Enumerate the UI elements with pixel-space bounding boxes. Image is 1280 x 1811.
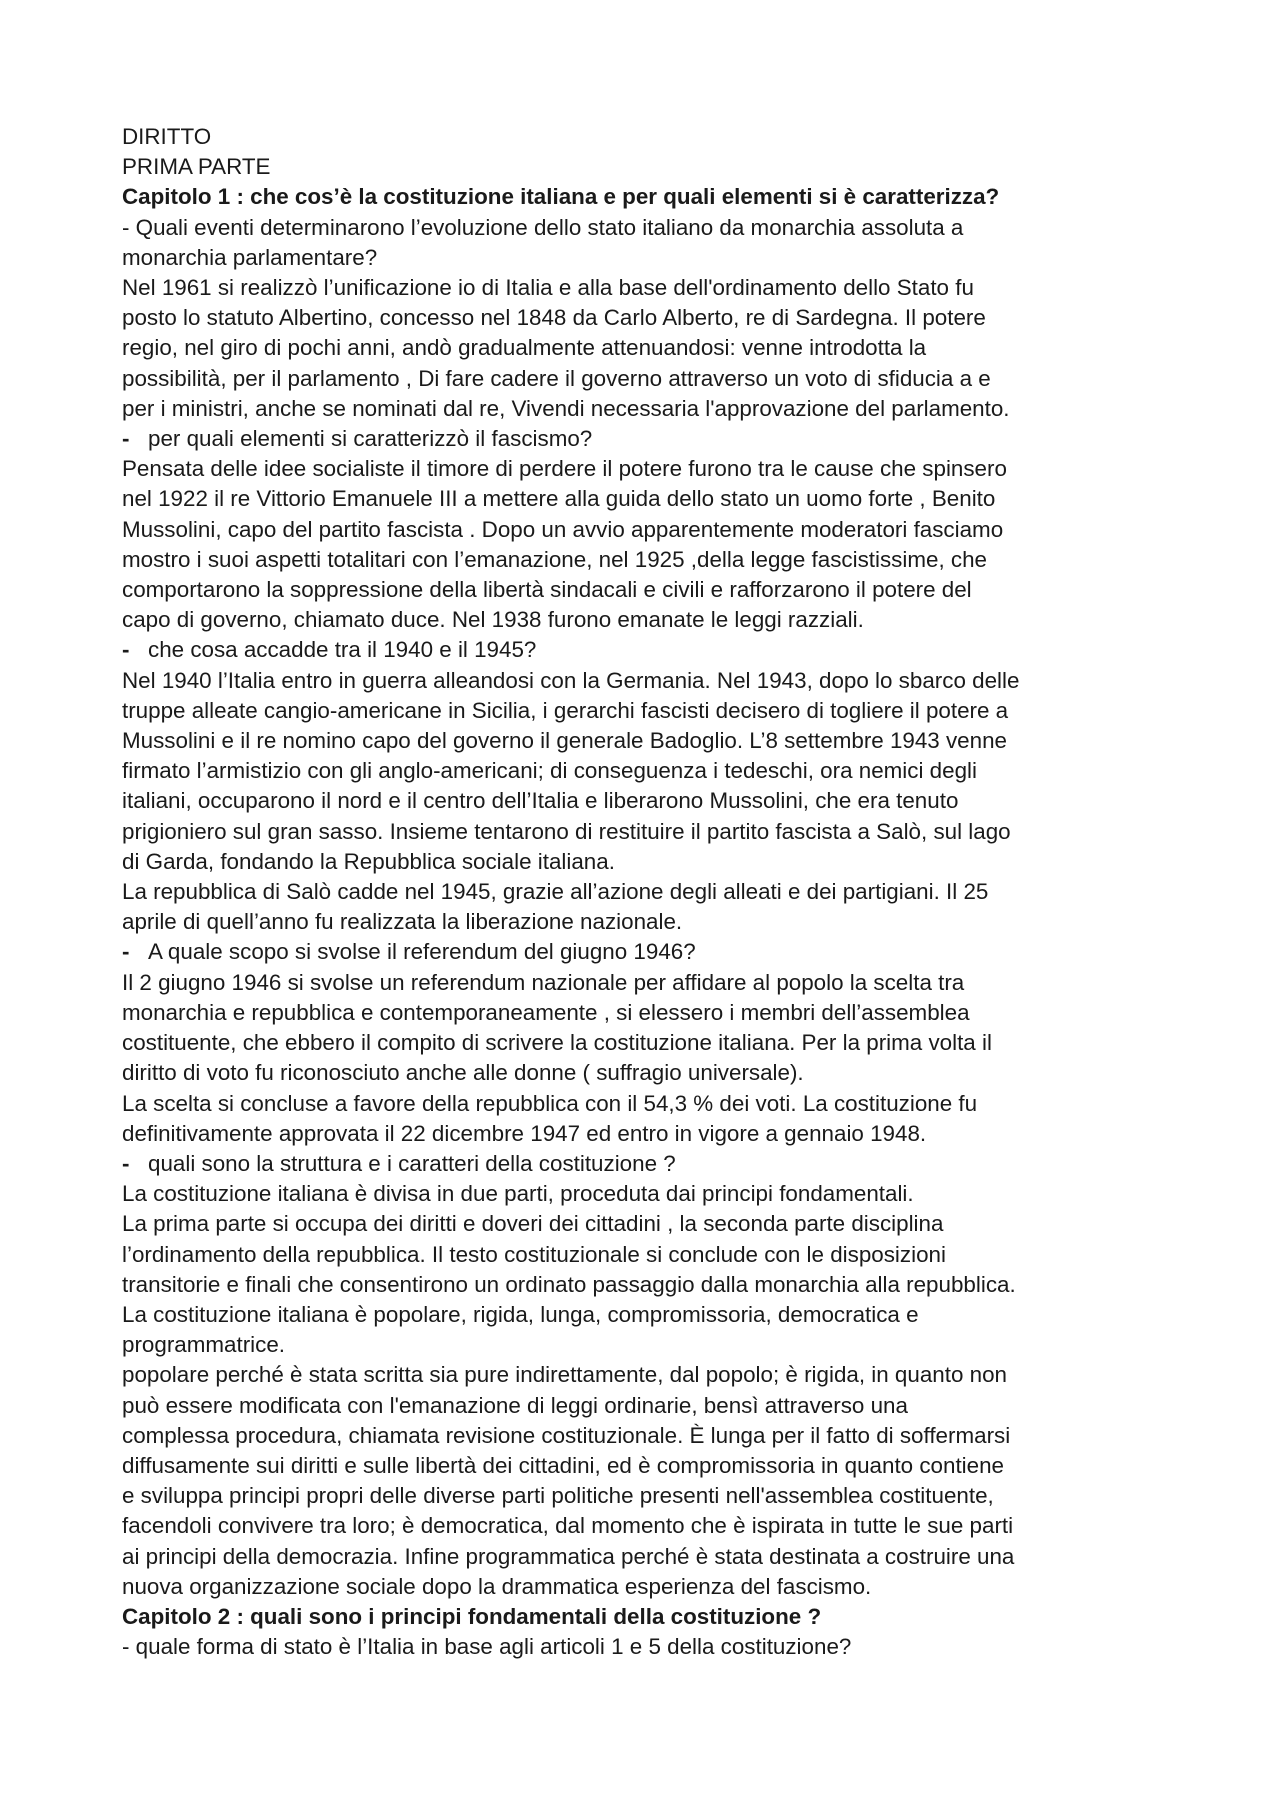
paragraph-line: La costituzione italiana è popolare, rigida, lunga, compromissoria, democratica e <box>122 1301 919 1327</box>
bullet-dash: - <box>122 1150 130 1176</box>
paragraph-line: posto lo statuto Albertino, concesso nel 1848 da Carlo Alberto, re di Sardegna. Il potere <box>122 305 986 331</box>
bullet-dash: - <box>122 426 130 452</box>
paragraph-line: La scelta si concluse a favore della repubblica con il 54,3 % dei voti. La costituzione fu <box>122 1090 978 1116</box>
paragraph-line: diritto di voto fu riconosciuto anche alle donne ( suffragio universale). <box>122 1060 804 1086</box>
paragraph-line: ai principi della democrazia. Infine programmatica perché è stata destinata a costruire una <box>122 1543 1015 1569</box>
paragraph-line: aprile di quell’anno fu realizzata la liberazione nazionale. <box>122 909 683 935</box>
chapter-1-question-5 <box>122 1149 1162 1179</box>
paragraph-line: Mussolini e il re nomino capo del governo il generale Badoglio. L’8 settembre 1943 venne <box>122 728 1007 754</box>
paragraph-line: popolare perché è stata scritta sia pure indirettamente, dal popolo; è rigida, in quanto non <box>122 1362 1007 1388</box>
paragraph-line: e sviluppa principi propri delle diverse parti politiche presenti nell'assemblea costituente, <box>122 1483 994 1509</box>
paragraph-line: firmato l’armistizio con gli anglo-americani; di conseguenza i tedeschi, ora nemici degli <box>122 758 977 784</box>
paragraph-line: nuova organizzazione sociale dopo la drammatica esperienza del fascismo. <box>122 1573 872 1599</box>
chapter-1-question-1-line: - Quali eventi determinarono l’evoluzione dello stato italiano da monarchia assoluta a <box>122 214 964 240</box>
paragraph-line: truppe alleate cangio-americane in Sicilia, i gerarchi fascisti decisero di togliere il potere a <box>122 697 1009 723</box>
paragraph-line: facendoli convivere tra loro; è democratica, dal momento che è ispirata in tutte le sue parti <box>122 1513 1014 1539</box>
paragraph-line: capo di governo, chiamato duce. Nel 1938 furono emanate le leggi razziali. <box>122 607 864 633</box>
paragraph-line: diffusamente sui diritti e sulle libertà dei cittadini, ed è compromissoria in quanto contiene <box>122 1452 1005 1478</box>
paragraph-line: Mussolini, capo del partito fascista . Dopo un avvio apparentemente moderatori fasciamo <box>122 516 1004 542</box>
paragraph-line: l’ordinamento della repubblica. Il testo costituzionale si conclude con le disposizioni <box>122 1241 946 1267</box>
question-text: quali sono la struttura e i caratteri della costituzione ? <box>148 1150 676 1176</box>
document-subject: DIRITTO <box>122 124 212 149</box>
paragraph-line: costituente, che ebbero il compito di scrivere la costituzione italiana. Per la prima volta il <box>122 1030 992 1056</box>
bullet-dash: - <box>122 637 130 663</box>
chapter-1-question-1-line: monarchia parlamentare? <box>122 244 378 270</box>
paragraph-line: La repubblica di Salò cadde nel 1945, grazie all’azione degli alleati e dei partigiani. Il 25 <box>122 879 989 905</box>
paragraph-line: regio, nel giro di pochi anni, andò gradualmente attenuandosi: venne introdotta la <box>122 335 927 361</box>
bullet-dash: - <box>122 939 130 965</box>
question-text: che cosa accadde tra il 1940 e il 1945? <box>148 637 537 663</box>
chapter-2-question-1: - quale forma di stato è l’Italia in base agli articoli 1 e 5 della costituzione? <box>122 1634 852 1660</box>
document-page <box>122 122 1162 1662</box>
paragraph-line: complessa procedura, chiamata revisione costituzionale. È lunga per il fatto di soffermarsi <box>122 1422 1011 1448</box>
question-text: A quale scopo si svolse il referendum del giugno 1946? <box>148 939 696 965</box>
paragraph-line: comportarono la soppressione della libertà sindacali e civili e rafforzarono il potere del <box>122 577 972 603</box>
paragraph-line: Pensata delle idee socialiste il timore di perdere il potere furono tra le cause che spinsero <box>122 456 1007 482</box>
paragraph-line: definitivamente approvata il 22 dicembre 1947 ed entro in vigore a gennaio 1948. <box>122 1120 927 1146</box>
document-part: PRIMA PARTE <box>122 154 271 180</box>
paragraph-line: monarchia e repubblica e contemporaneamente , si elessero i membri dell’assemblea <box>122 999 970 1025</box>
paragraph-line: mostro i suoi aspetti totalitari con l’emanazione, nel 1925 ,della legge fascistissime, che <box>122 546 987 572</box>
chapter-2-title: Capitolo 2 : quali sono i principi fondamentali della costituzione ? <box>122 1603 822 1629</box>
paragraph-line: La costituzione italiana è divisa in due parti, proceduta dai principi fondamentali. <box>122 1181 914 1207</box>
paragraph-line: possibilità, per il parlamento , Di fare cadere il governo attraverso un voto di sfiducia a e <box>122 365 991 391</box>
chapter-1-title: Capitolo 1 : che cos’è la costituzione italiana e per quali elementi si è caratterizza? <box>122 184 1000 210</box>
paragraph-line: per i ministri, anche se nominati dal re, Vivendi necessaria l'approvazione del parlamento. <box>122 395 1010 421</box>
paragraph-line: nel 1922 il re Vittorio Emanuele III a mettere alla guida dello stato un uomo forte , Benito <box>122 486 996 512</box>
paragraph-line: transitorie e finali che consentirono un ordinato passaggio dalla monarchia alla repubblica. <box>122 1271 1016 1297</box>
paragraph-line: può essere modificata con l'emanazione di leggi ordinarie, bensì attraverso una <box>122 1392 908 1418</box>
paragraph-line: italiani, occuparono il nord e il centro dell’Italia e liberarono Mussolini, che era tenuto <box>122 788 959 814</box>
chapter-1-question-2 <box>122 424 1162 454</box>
chapter-1-question-3 <box>122 635 1162 665</box>
paragraph-line: La prima parte si occupa dei diritti e doveri dei cittadini , la seconda parte disciplina <box>122 1211 944 1237</box>
paragraph-line: di Garda, fondando la Repubblica sociale italiana. <box>122 848 615 874</box>
paragraph-line: Il 2 giugno 1946 si svolse un referendum nazionale per affidare al popolo la scelta tra <box>122 969 965 995</box>
paragraph-line: Nel 1961 si realizzò l’unificazione io di Italia e alla base dell'ordinamento dello Stato fu <box>122 275 974 301</box>
paragraph-line: prigioniero sul gran sasso. Insieme tentarono di restituire il partito fascista a Salò, sul lago <box>122 818 1011 844</box>
paragraph-line: programmatrice. <box>122 1332 285 1358</box>
paragraph-line: Nel 1940 l’Italia entro in guerra alleandosi con la Germania. Nel 1943, dopo lo sbarco delle <box>122 667 1020 693</box>
chapter-1-question-4 <box>122 937 1162 967</box>
question-text: per quali elementi si caratterizzò il fascismo? <box>148 426 593 452</box>
